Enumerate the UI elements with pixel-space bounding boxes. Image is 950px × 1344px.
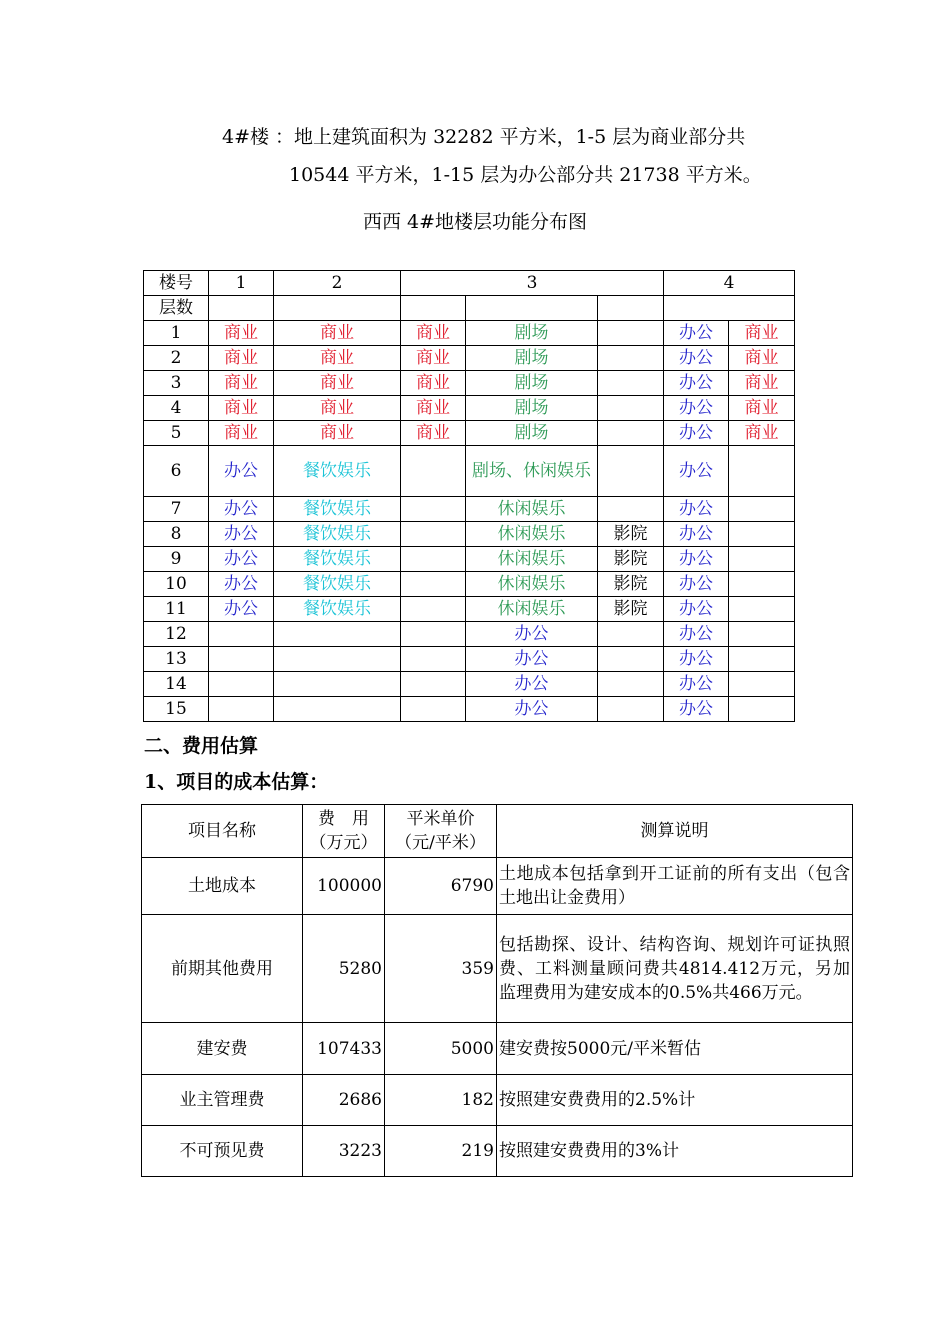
function-cell [729,597,795,622]
floor-number-cell: 6 [144,446,209,497]
floor-row [144,446,795,497]
function-cell: 餐饮娱乐 [274,522,401,547]
function-cell [598,421,664,446]
function-cell: 办公 [664,547,729,572]
function-cell: 商业 [729,371,795,396]
cost-row [142,915,853,1023]
cost-fee: 2686 [303,1075,385,1126]
header-unit-line2: （元/平米） [395,833,486,853]
function-cell: 商业 [274,396,401,421]
cost-item-name: 建安费 [142,1023,303,1075]
function-cell: 餐饮娱乐 [274,497,401,522]
function-cell: 商业 [729,396,795,421]
function-cell [401,647,466,672]
function-cell [401,697,466,722]
function-cell [598,371,664,396]
function-cell [598,647,664,672]
cost-unit-price: 219 [385,1126,497,1177]
building-1: 1 [209,271,274,296]
floor-row [144,572,795,597]
function-cell: 商业 [401,396,466,421]
function-cell: 办公 [209,446,274,497]
function-cell: 办公 [209,572,274,597]
function-cell: 商业 [209,371,274,396]
function-cell: 休闲娱乐 [466,522,598,547]
cost-unit-price: 359 [385,915,497,1023]
empty-cell [274,296,401,321]
cost-row [142,1126,853,1177]
function-cell: 商业 [209,421,274,446]
floor-number-cell: 9 [144,547,209,572]
function-cell: 办公 [664,672,729,697]
function-cell: 商业 [729,421,795,446]
floor-row [144,547,795,572]
floor-number-cell: 10 [144,572,209,597]
function-cell: 商业 [274,321,401,346]
floor-label: 层数 [144,296,209,321]
function-cell [598,622,664,647]
cost-unit-price: 6790 [385,858,497,915]
function-cell [401,597,466,622]
floor-number-cell: 4 [144,396,209,421]
function-cell [729,572,795,597]
function-cell [598,321,664,346]
function-cell: 休闲娱乐 [466,497,598,522]
function-cell: 办公 [664,522,729,547]
function-cell: 影院 [598,522,664,547]
cost-item-name: 业主管理费 [142,1075,303,1126]
cost-fee: 107433 [303,1023,385,1075]
floor-row [144,597,795,622]
function-cell: 商业 [209,321,274,346]
function-cell [274,647,401,672]
function-cell [729,497,795,522]
floor-number-cell: 13 [144,647,209,672]
function-cell: 剧场 [466,421,598,446]
function-cell [401,446,466,497]
function-cell [729,647,795,672]
function-cell: 办公 [209,522,274,547]
building-4: 4 [664,271,795,296]
function-cell: 商业 [401,371,466,396]
floor-table-title: 西西 4#地楼层功能分布图 [362,211,588,233]
floor-row [144,647,795,672]
function-cell [598,697,664,722]
function-cell [401,547,466,572]
function-cell: 休闲娱乐 [466,547,598,572]
function-cell [598,672,664,697]
function-cell [209,647,274,672]
empty-cell [664,296,795,321]
function-cell: 商业 [401,346,466,371]
floor-number-cell: 12 [144,622,209,647]
function-cell: 休闲娱乐 [466,572,598,597]
building-3: 3 [401,271,664,296]
floor-number-cell: 1 [144,321,209,346]
floor-number-cell: 2 [144,346,209,371]
cost-note: 按照建安费费用的2.5%计 [497,1075,853,1126]
cost-item-name: 土地成本 [142,858,303,915]
header-fee [303,805,385,858]
header-unit-line1: 平米单价 [406,809,475,829]
function-cell [274,697,401,722]
cost-row [142,1075,853,1126]
function-cell: 剧场 [466,396,598,421]
floor-row [144,522,795,547]
function-cell: 办公 [466,672,598,697]
function-cell: 办公 [466,622,598,647]
function-cell: 办公 [664,446,729,497]
function-cell: 餐饮娱乐 [274,597,401,622]
function-cell: 办公 [664,597,729,622]
function-cell: 影院 [598,572,664,597]
function-cell [729,446,795,497]
function-cell: 影院 [598,547,664,572]
empty-cell [466,296,598,321]
function-cell [729,622,795,647]
function-cell [401,622,466,647]
function-cell: 办公 [466,647,598,672]
function-cell: 办公 [209,497,274,522]
cost-item-name: 前期其他费用 [142,915,303,1023]
function-cell: 休闲娱乐 [466,597,598,622]
function-cell: 办公 [209,547,274,572]
function-cell: 餐饮娱乐 [274,572,401,597]
subsection-heading-cost: 1、项目的成本估算： [144,771,329,793]
function-cell: 办公 [664,421,729,446]
function-cell [401,497,466,522]
function-cell: 办公 [664,647,729,672]
empty-cell [209,296,274,321]
building-header-row [144,271,795,296]
building-2: 2 [274,271,401,296]
building-label: 楼号 [144,271,209,296]
floor-row [144,697,795,722]
function-cell: 办公 [664,396,729,421]
function-cell [598,446,664,497]
function-cell [729,547,795,572]
function-cell: 办公 [664,321,729,346]
cost-fee: 100000 [303,858,385,915]
function-cell [209,697,274,722]
function-cell: 商业 [209,346,274,371]
function-cell: 剧场 [466,371,598,396]
header-fee-line2: （万元） [309,833,378,853]
section-heading-cost-estimate: 二、费用估算 [144,735,259,757]
function-cell: 剧场 [466,346,598,371]
function-cell [209,672,274,697]
floor-number-cell: 3 [144,371,209,396]
function-cell: 商业 [274,346,401,371]
function-cell: 办公 [664,572,729,597]
intro-line-1: 4#楼 ：地上建筑面积为 32282 平方米，1-5 层为商业部分共 [222,126,746,148]
floor-number-cell: 11 [144,597,209,622]
function-cell [598,396,664,421]
function-cell [729,522,795,547]
cost-note: 土地成本包括拿到开工证前的所有支出（包含土地出让金费用） [497,858,853,915]
floor-row [144,321,795,346]
cost-item-name: 不可预见费 [142,1126,303,1177]
header-name: 项目名称 [142,805,303,858]
floor-number-cell: 5 [144,421,209,446]
function-cell: 办公 [664,346,729,371]
cost-unit-price: 182 [385,1075,497,1126]
cost-row [142,858,853,915]
intro-line-2: 10544 平方米，1-15 层为办公部分共 21738 平方米。 [289,164,762,186]
function-cell [598,346,664,371]
floor-number-cell: 7 [144,497,209,522]
floor-row [144,396,795,421]
function-cell: 办公 [664,497,729,522]
cost-row [142,1023,853,1075]
cost-note: 包括勘探、设计、结构咨询、规划许可证执照费、工料测量顾问费共4814.412万元，另加监理费用为建安成本的0.5%共466万元。 [497,915,853,1023]
function-cell: 商业 [729,321,795,346]
floor-row [144,346,795,371]
cost-fee: 5280 [303,915,385,1023]
floor-header-row [144,296,795,321]
function-cell: 办公 [664,622,729,647]
cost-header-row [142,805,853,858]
function-cell [401,522,466,547]
function-cell [274,672,401,697]
floor-number-cell: 8 [144,522,209,547]
floor-number-cell: 14 [144,672,209,697]
cost-fee: 3223 [303,1126,385,1177]
function-cell: 商业 [274,421,401,446]
function-cell: 餐饮娱乐 [274,547,401,572]
function-cell: 剧场 [466,321,598,346]
function-cell [729,672,795,697]
function-cell [209,622,274,647]
empty-cell [401,296,466,321]
header-fee-line1: 费 用 [318,809,369,829]
function-cell: 办公 [664,697,729,722]
function-cell [729,697,795,722]
floor-function-table [143,270,795,722]
function-cell: 商业 [729,346,795,371]
floor-number-cell: 15 [144,697,209,722]
cost-unit-price: 5000 [385,1023,497,1075]
floor-row [144,672,795,697]
floor-row [144,497,795,522]
function-cell [598,497,664,522]
cost-note: 建安费按5000元/平米暂估 [497,1023,853,1075]
function-cell: 办公 [466,697,598,722]
function-cell [274,622,401,647]
function-cell: 餐饮娱乐 [274,446,401,497]
function-cell: 剧场、休闲娱乐 [466,446,598,497]
function-cell: 商业 [401,321,466,346]
header-note: 测算说明 [497,805,853,858]
function-cell: 办公 [209,597,274,622]
header-unit-price [385,805,497,858]
function-cell [401,672,466,697]
function-cell: 影院 [598,597,664,622]
floor-row [144,371,795,396]
function-cell [401,572,466,597]
empty-cell [598,296,664,321]
cost-note: 按照建安费费用的3%计 [497,1126,853,1177]
floor-row [144,421,795,446]
floor-row [144,622,795,647]
function-cell: 商业 [209,396,274,421]
cost-estimate-table [141,804,853,1177]
function-cell: 商业 [401,421,466,446]
function-cell: 商业 [274,371,401,396]
function-cell: 办公 [664,371,729,396]
